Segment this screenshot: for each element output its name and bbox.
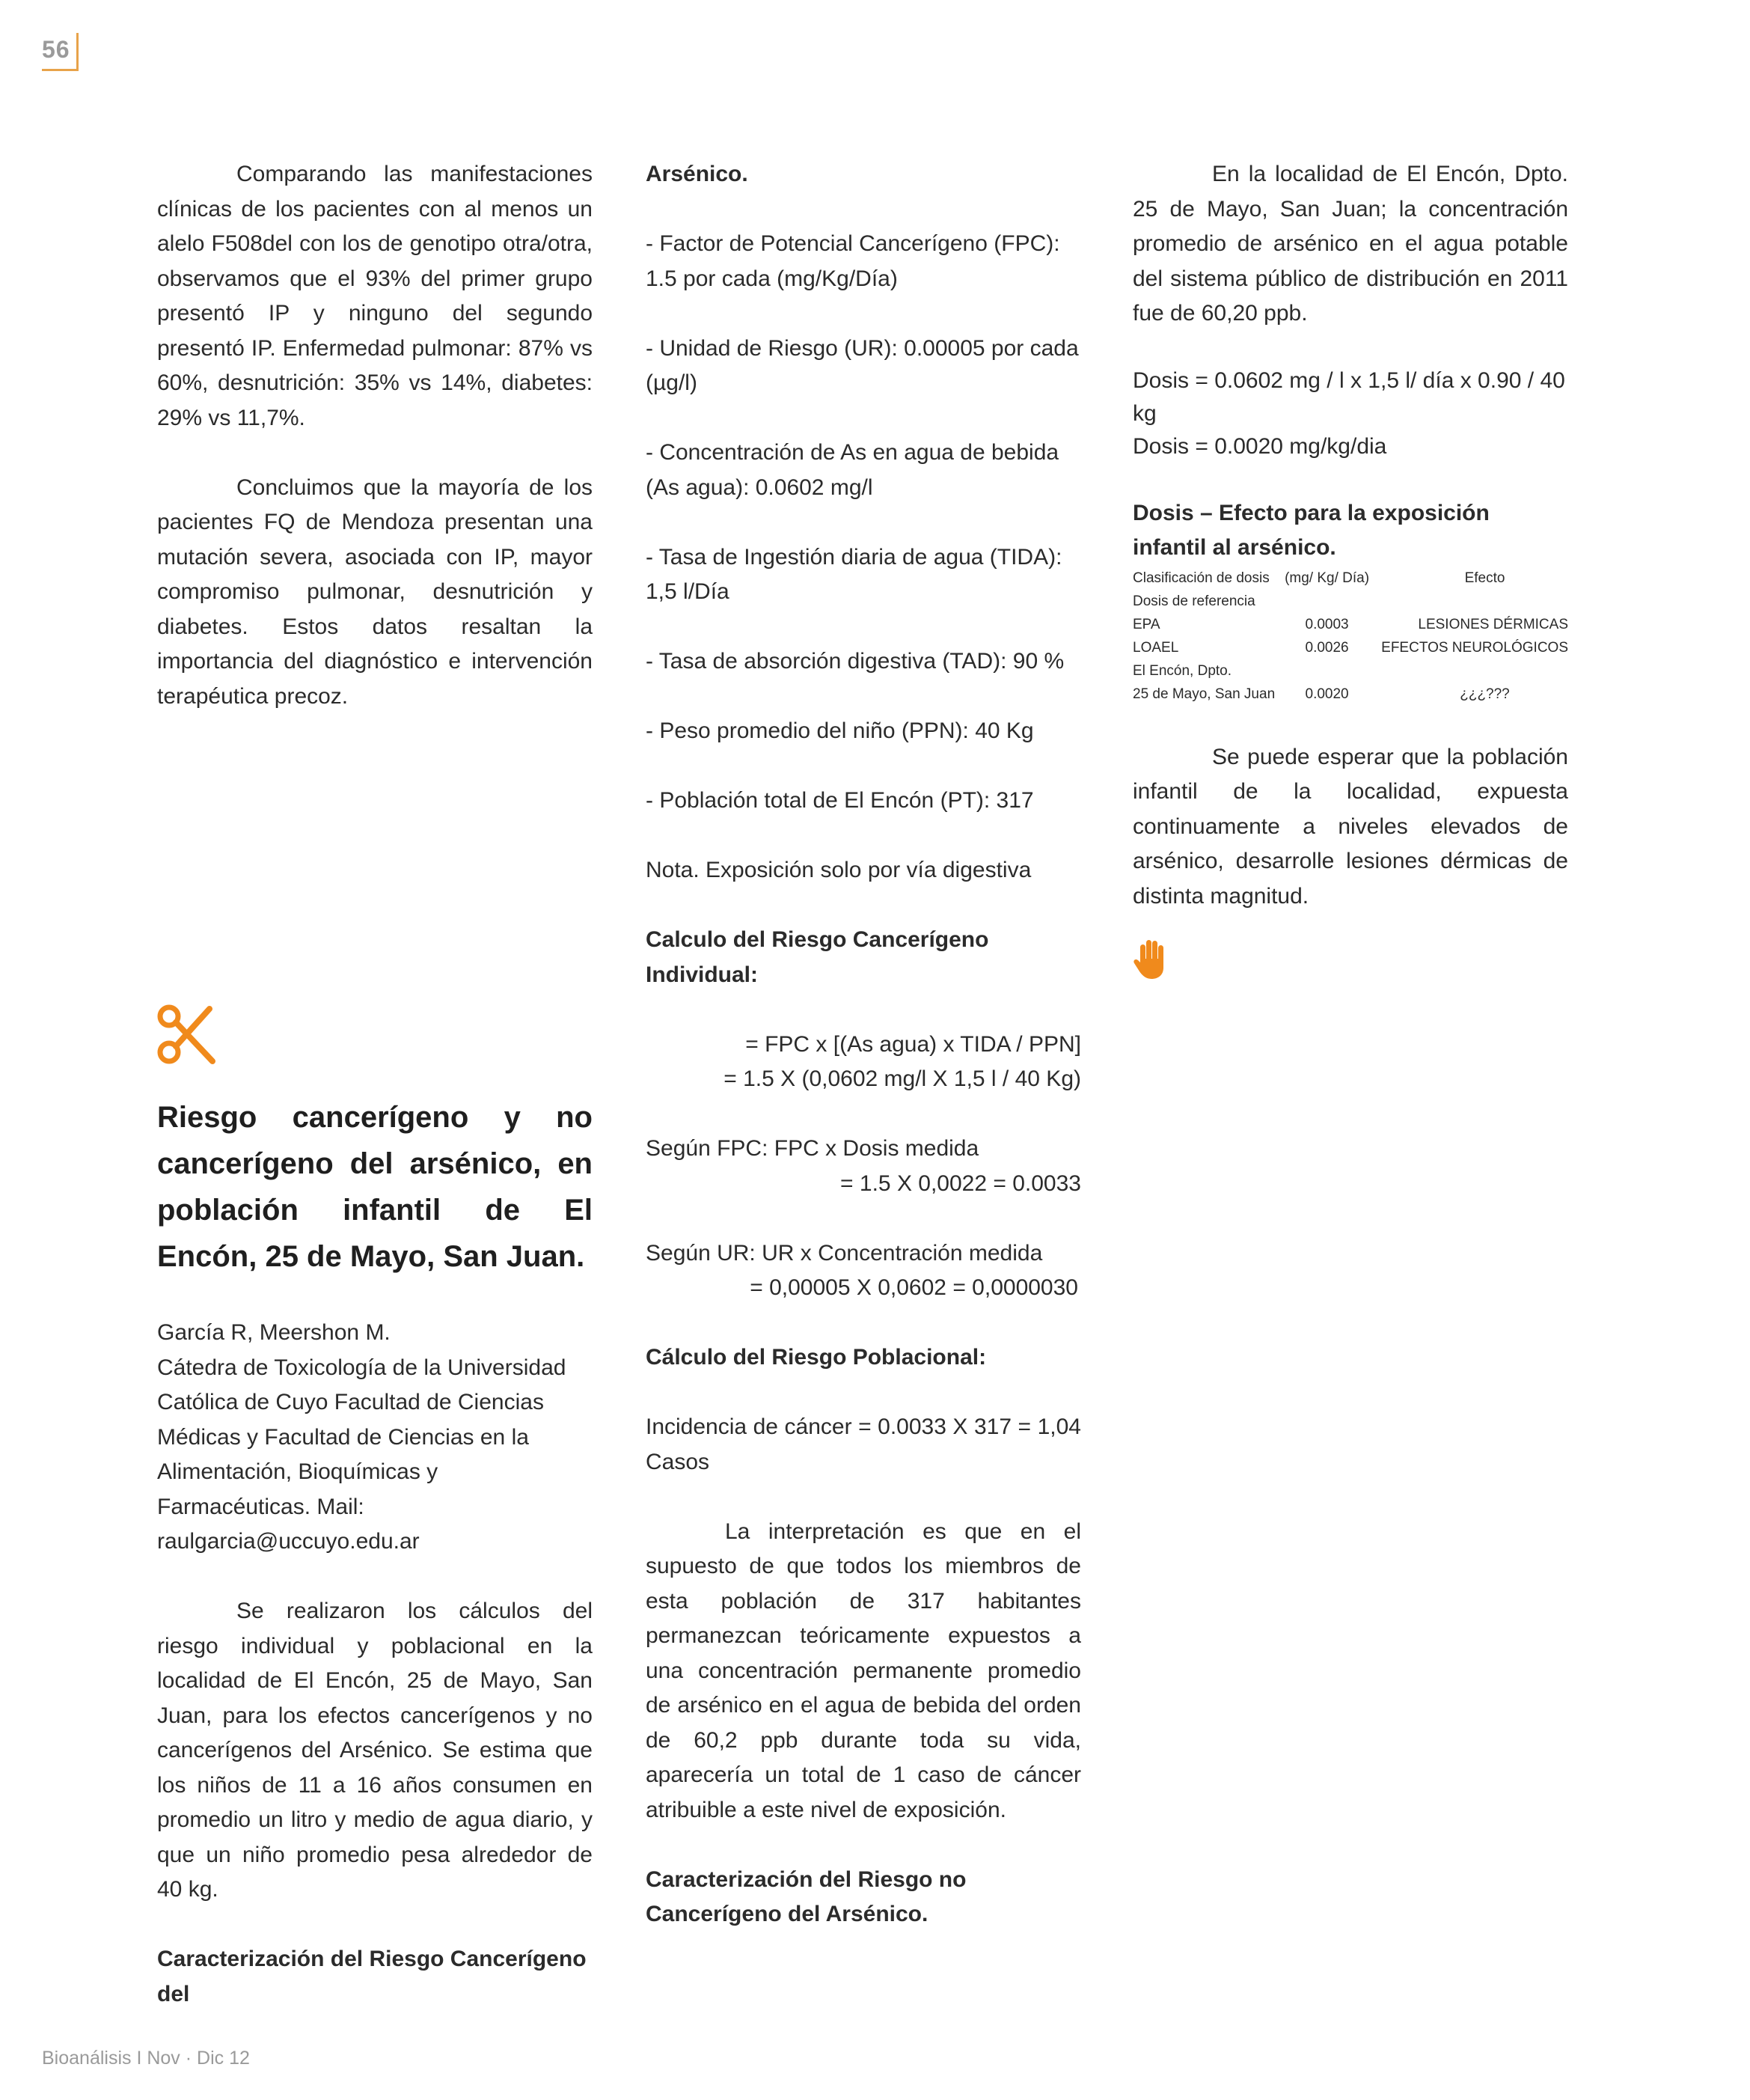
table-row bbox=[1133, 683, 1568, 706]
table-header-cell: Clasificación de dosis bbox=[1133, 570, 1270, 586]
table-cell: Dosis de referencia bbox=[1133, 593, 1255, 609]
table-header-cell: (mg/ Kg/ Día) bbox=[1285, 570, 1370, 586]
table-header-cell: Efecto bbox=[1464, 570, 1505, 586]
hand-stop-icon bbox=[1133, 938, 1170, 980]
paragraph-expectation: Se puede esperar que la población infantil de la localidad, expuesta continuamente a niveles elevados de arsénico, desarrolle lesiones dérmicas de distinta magnitud. bbox=[1133, 744, 1568, 909]
affiliation-line: Farmacéuticas. Mail: bbox=[157, 1494, 364, 1519]
ur-result: = 0,00005 X 0,0602 = 0,0000030 bbox=[750, 1275, 1078, 1300]
parameter-item: - Tasa de Ingestión diaria de agua (TIDA): 1,5 l/Día bbox=[646, 544, 1062, 604]
footer-publication: Bioanálisis I Nov · Dic 12 bbox=[42, 2048, 250, 2069]
parameter-item: - Unidad de Riesgo (UR): 0.00005 por cada (µg/l) bbox=[646, 335, 1079, 395]
paragraph-conclusion: Concluimos que la mayoría de los pacientes FQ de Mendoza presentan una mutación severa, asociada con IP, mayor compromiso pulmonar, desnutrición y diabetes. Estos datos resaltan la importancia del diagnóstico e intervención terapéutica precoz. bbox=[157, 474, 593, 709]
table-row bbox=[1133, 636, 1568, 659]
table-cell: ¿¿¿??? bbox=[1460, 686, 1510, 702]
table-cell: LOAEL bbox=[1133, 639, 1179, 656]
article-title: Riesgo cancerígeno y no cancerígeno del arsénico, en población infantil de El Encón, 25 de Mayo, San Juan. bbox=[157, 1101, 593, 1273]
parameter-item: - Factor de Potencial Cancerígeno (FPC): 1.5 por cada (mg/Kg/Día) bbox=[646, 231, 1060, 291]
parameter-item: - Concentración de As en agua de bebida (As agua): 0.0602 mg/l bbox=[646, 440, 1059, 500]
column-middle bbox=[646, 157, 1081, 1932]
dose-result: Dosis = 0.0020 mg/kg/dia bbox=[1133, 433, 1387, 459]
fpc-result: = 1.5 X 0,0022 = 0.0033 bbox=[840, 1170, 1081, 1196]
table-cell: 25 de Mayo, San Juan bbox=[1133, 686, 1276, 702]
formula-line: = FPC x [(As agua) x TIDA / PPN] bbox=[745, 1031, 1081, 1057]
table-cell: 0.0003 bbox=[1305, 616, 1349, 632]
note: Nota. Exposición solo por vía digestiva bbox=[646, 858, 1032, 882]
parameter-item: - Peso promedio del niño (PPN): 40 Kg bbox=[646, 718, 1034, 743]
table-header-row bbox=[1133, 567, 1568, 590]
table-cell bbox=[1371, 590, 1568, 613]
table-row bbox=[1133, 590, 1568, 613]
fpc-label: Según FPC: FPC x Dosis medida bbox=[646, 1136, 979, 1161]
affiliation-line: Médicas y Facultad de Ciencias en la bbox=[157, 1424, 529, 1450]
paragraph-interpretation: La interpretación es que en el supuesto de que todos los miembros de esta población de 317 habitantes permanezcan teóricamente expuestos a una concentración permanente promedio de arsénico en el agua de bebida del orden de 60,2 ppb durante toda su vida, aparecería un total de 1 caso de cáncer atribuible a este nivel de exposición. bbox=[646, 1518, 1081, 1822]
table-cell: EFECTOS NEUROLÓGICOS bbox=[1381, 639, 1568, 656]
column-left bbox=[157, 157, 593, 2012]
subheading-individual-risk: Calculo del Riesgo Cancerígeno Individual: bbox=[646, 927, 989, 987]
page-number-rule bbox=[42, 69, 78, 71]
affiliation-line: Alimentación, Bioquímicas y bbox=[157, 1459, 438, 1484]
table-cell: LESIONES DÉRMICAS bbox=[1418, 616, 1568, 632]
subheading-noncancer-risk: Caracterización del Riesgo no Cancerígeno del Arsénico. bbox=[646, 1867, 967, 1926]
formula-line: = 1.5 X (0,0602 mg/l X 1,5 l / 40 Kg) bbox=[723, 1066, 1081, 1091]
page-number-rule-vertical bbox=[76, 33, 79, 71]
table-row bbox=[1133, 613, 1568, 636]
author-email: raulgarcia@uccuyo.edu.ar bbox=[157, 1529, 420, 1554]
dose-effect-table bbox=[1133, 567, 1568, 706]
cancer-incidence: Incidencia de cáncer = 0.0033 X 317 = 1,04 Casos bbox=[646, 1414, 1081, 1474]
subheading-cancer-risk-continued: Arsénico. bbox=[646, 162, 748, 186]
paragraph-methods: Se realizaron los cálculos del riesgo individual y poblacional en la localidad de El Encón, 25 de Mayo, San Juan, para los efectos cancerígenos y no cancerígenos del Arsénico. Se estima que los niños de 11 a 16 años consumen en promedio un litro y medio de agua diario, y que un niño promedio pesa alrededor de 40 kg. bbox=[157, 1599, 593, 1902]
affiliation-line: Católica de Cuyo Facultad de Ciencias bbox=[157, 1390, 544, 1414]
table-cell bbox=[1371, 659, 1568, 683]
scissors-icon bbox=[156, 1004, 217, 1066]
subheading-population-risk: Cálculo del Riesgo Poblacional: bbox=[646, 1345, 987, 1370]
table-cell: El Encón, Dpto. bbox=[1133, 662, 1232, 679]
paragraph-comparison: Comparando las manifestaciones clínicas de los pacientes con al menos un alelo F508del con los de genotipo otra/otra, observamos que el 93% del primer grupo presentó IP y ninguno del segundo presentó IP. Enfermedad pulmonar: 87% vs 60%, desnutrición: 35% vs 14%, diabetes: 29% vs 11,7%. bbox=[157, 162, 593, 430]
table-heading: Dosis – Efecto para la exposición infantil al arsénico. bbox=[1133, 500, 1490, 560]
table-row bbox=[1133, 659, 1568, 683]
subheading-cancer-risk: Caracterización del Riesgo Cancerígeno del bbox=[157, 1947, 587, 2006]
table-cell bbox=[1282, 590, 1371, 613]
page-number: 56 bbox=[42, 36, 70, 63]
dose-formula: Dosis = 0.0602 mg / l x 1,5 l/ día x 0.90 / 40 kg bbox=[1133, 367, 1565, 426]
column-right bbox=[1133, 157, 1568, 980]
ur-label: Según UR: UR x Concentración medida bbox=[646, 1240, 1043, 1266]
affiliation-line: Cátedra de Toxicología de la Universidad bbox=[157, 1355, 566, 1380]
table-cell: EPA bbox=[1133, 616, 1160, 632]
parameter-item: - Población total de El Encón (PT): 317 bbox=[646, 788, 1034, 813]
paragraph-concentration: En la localidad de El Encón, Dpto. 25 de Mayo, San Juan; la concentración promedio de arsénico en el agua potable del sistema público de distribución en 2011 fue de 60,20 ppb. bbox=[1133, 162, 1568, 326]
table-cell: 0.0020 bbox=[1305, 686, 1349, 702]
table-cell bbox=[1282, 659, 1371, 683]
authors: García R, Meershon M. bbox=[157, 1320, 391, 1345]
table-cell: 0.0026 bbox=[1305, 639, 1349, 656]
parameter-item: - Tasa de absorción digestiva (TAD): 90 % bbox=[646, 649, 1065, 674]
